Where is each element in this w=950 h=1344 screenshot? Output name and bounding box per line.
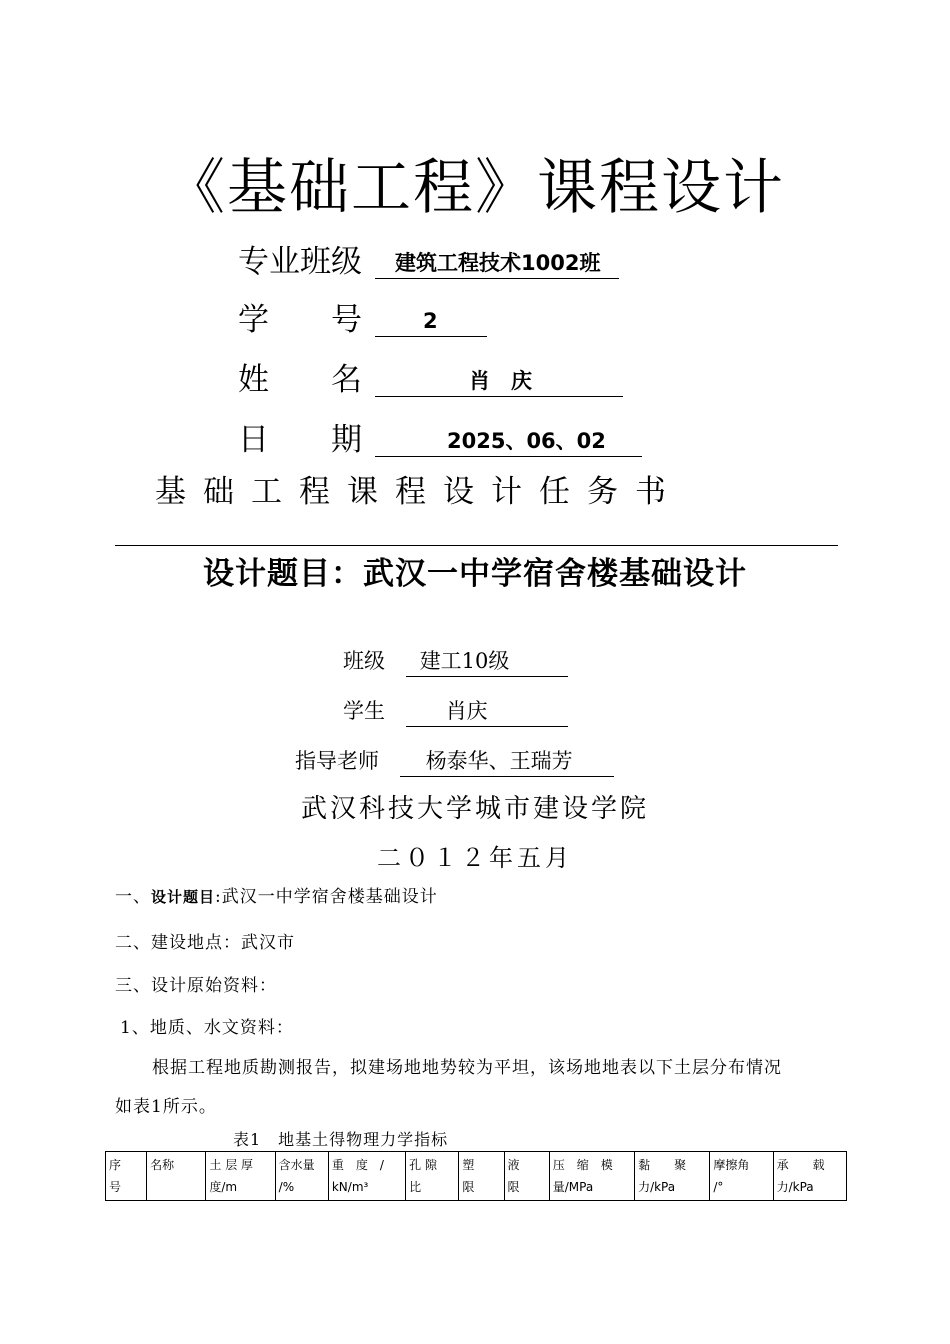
class-value: 建工10级 — [406, 646, 568, 677]
advisor-row — [295, 746, 614, 777]
student-label: 学生 — [343, 699, 385, 723]
section-3: 三、设计原始资料： — [115, 976, 277, 996]
divider — [115, 545, 838, 546]
header-cell: 土 层 厚 度/m — [206, 1152, 275, 1201]
date-label: 日 期 — [238, 422, 362, 458]
date-value: 2025、06、02 — [375, 426, 642, 457]
section-1-number: 一、 — [115, 887, 151, 907]
student-value: 肖庆 — [406, 696, 568, 727]
header-cell: 重 度 / kN/m³ — [328, 1152, 405, 1201]
header-cell: 压 缩 模 量/MPa — [549, 1152, 634, 1201]
header-cell: 孔 隙 比 — [406, 1152, 459, 1201]
section-3-1: 1、地质、水文资料： — [120, 1018, 294, 1038]
section-1-title: 设计题目 — [151, 888, 216, 906]
table-header-row — [106, 1152, 847, 1201]
table-caption: 表1 地基土得物理力学指标 — [233, 1130, 449, 1149]
soil-properties-table — [105, 1151, 847, 1201]
class-label: 班级 — [343, 649, 385, 673]
advisor-label: 指导老师 — [295, 749, 379, 773]
paragraph-line-2: 如表1所示。 — [115, 1097, 217, 1117]
name-label: 姓 名 — [238, 362, 362, 398]
paragraph-line-1: 根据工程地质勘测报告，拟建场地地势较为平坦，该场地地表以下土层分布情况 — [152, 1058, 782, 1078]
design-subject: 设计题目：武汉一中学宿舍楼基础设计 — [203, 556, 747, 592]
section-2: 二、建设地点：武汉市 — [115, 933, 295, 953]
student-no-value: 2 — [375, 306, 487, 337]
header-cell: 黏 聚 力/kPa — [635, 1152, 710, 1201]
header-cell: 液 限 — [504, 1152, 549, 1201]
class-row — [343, 646, 568, 677]
header-cell: 含水量 /% — [275, 1152, 328, 1201]
student-no-label: 学 号 — [238, 302, 362, 338]
advisor-value: 杨泰华、王瑞芳 — [400, 746, 614, 777]
school-name: 武汉科技大学城市建设学院 — [300, 794, 649, 824]
name-value: 肖 庆 — [375, 366, 623, 397]
header-cell: 摩擦角 /° — [710, 1152, 773, 1201]
task-book-heading: 基础工程课程设计任务书 — [155, 474, 683, 510]
section-1-text: :武汉一中学宿舍楼基础设计 — [215, 887, 438, 907]
document-title: 《基础工程》课程设计 — [165, 153, 785, 223]
header-cell: 名称 — [147, 1152, 206, 1201]
section-1 — [115, 884, 438, 910]
major-label: 专业班级 — [238, 244, 362, 280]
header-cell: 承 载 力/kPa — [773, 1152, 846, 1201]
task-date: 二０１２年五月 — [377, 844, 573, 872]
header-cell: 塑 限 — [459, 1152, 504, 1201]
student-row — [343, 696, 568, 727]
header-cell: 序 号 — [106, 1152, 147, 1201]
major-value: 建筑工程技术1002班 — [375, 248, 619, 279]
